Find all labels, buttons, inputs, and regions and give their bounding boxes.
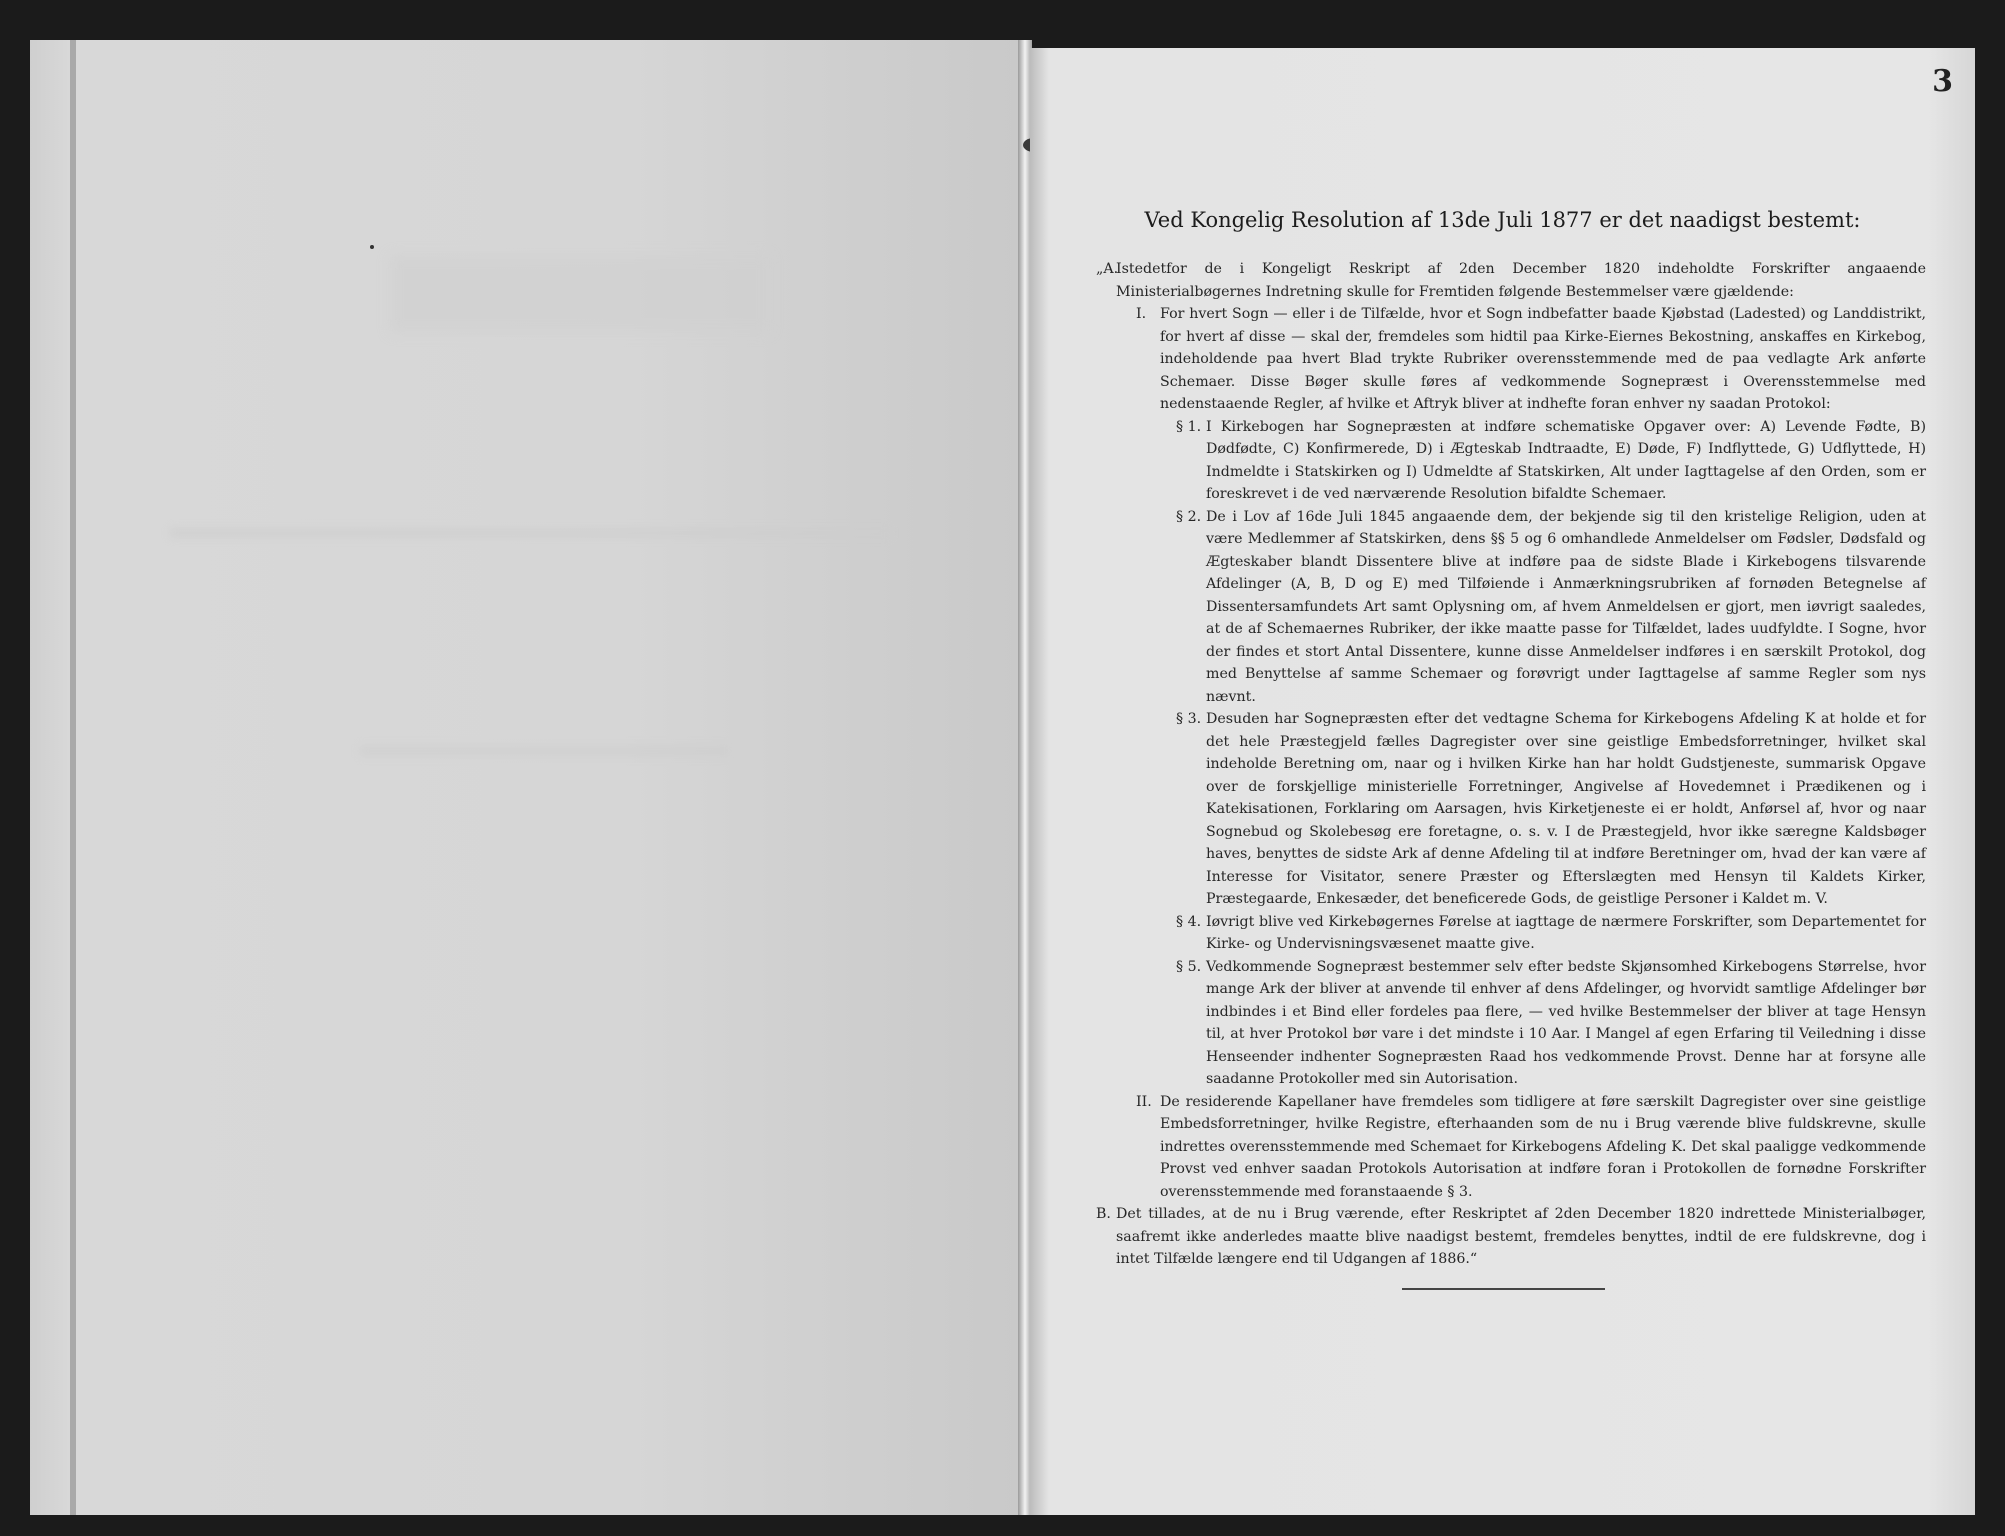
ink-speck bbox=[370, 245, 374, 249]
section-paragraph bbox=[1096, 258, 1926, 303]
section-text: De i Lov af 16de Juli 1845 angaaende dem, der bekjende sig til den kristelige Religion, uden at være Medlemmer af Statskirken, dens §§ 5 og 6 omhandlede Anmeldelser om Fødsler, Dødsfald og Ægteskaber blandt Dissentere blive at indføre paa de sidste Blade i Kirkebogens tilsvarende Afdelinger (A, B, D og E) med Tilføiende i Anmærkningsrubriken af fornøden Betegnelse af Dissentersamfundets Art samt Oplysning om, af hvem Anmeldelsen er gjort, men iøvrigt saaledes, at de af Schemaernes Rubriker, der ikke maatte passe for Tilfældet, lades uudfyldte. I Sogne, hvor der findes et stort Antal Dissentere, kunne disse Anmeldelser indføres i en særskilt Protokol, dog med Benyttelse af samme Schemaer og forøvrigt under Iagttagelse af samme Regler som nys nævnt. bbox=[1206, 508, 1926, 705]
section-label: B. bbox=[1096, 1206, 1111, 1222]
section-label: I. bbox=[1136, 306, 1147, 322]
left-page bbox=[30, 40, 1020, 1515]
section-paragraph bbox=[1108, 416, 1926, 506]
section-text: Iøvrigt blive ved Kirkebøgernes Førelse at iagttage de nærmere Forskrifter, som Departementet for Kirke- og Undervisningsvæsenet maatte give. bbox=[1206, 913, 1926, 952]
left-page-edge bbox=[70, 40, 76, 1515]
right-page bbox=[1030, 48, 1975, 1515]
section-label: § 2. bbox=[1176, 508, 1202, 525]
section-label: § 4. bbox=[1176, 913, 1202, 930]
resolution-text bbox=[1096, 258, 1926, 1271]
section-text: I Kirkebogen har Sognepræsten at indføre schematiske Opgaver over: A) Levende Fødte, B) Dødfødte, C) Konfirmerede, D) i Ægteskab Indtraadte, E) Døde, F) Indflyttede, G) Udflyttede, H) Indmeldte i Statskirken og I) Udmeldte af Statskirken, Alt under Iagttagelse af den Orden, som er foreskrevet i de ved nærværende Resolution bifaldte Schemaer. bbox=[1206, 418, 1926, 502]
bleed-through-title-mark bbox=[390, 255, 770, 333]
section-paragraph bbox=[1108, 506, 1926, 709]
section-paragraph bbox=[1108, 708, 1926, 911]
section-label: II. bbox=[1136, 1093, 1152, 1110]
section-label: § 1. bbox=[1176, 418, 1202, 435]
section-text: Desuden har Sognepræsten efter det vedtagne Schema for Kirkebogens Afdeling K at holde et for det hele Præstegjeld fælles Dagregister over sine geistlige Embedsforretninger, hvilket skal indeholde Beretning om, naar og i hvilken Kirke han har holdt Gudstjeneste, summarisk Opgave over de forskjellige ministerielle Forretninger, Angivelse af Hovedemnet i Prædikenen og i Katekisationen, Forklaring om Aarsagen, hvis Kirketjeneste ei er holdt, Anførsel af, hvor og naar Sognebud og Skolebesøg ere foretagne, o. s. v. I de Præstegjeld, hvor ikke særegne Kaldsbøger haves, benyttes de sidste Ark af denne Afdeling til at indføre Beretninger om, hvad der kan være af Interesse for Visitator, senere Præster og Efterslægten med Hensyn til Kaldets Kirker, Præstegaarde, Enkesæder, det beneficerede Gods, de geistlige Personer i Kaldet m. V. bbox=[1206, 711, 1926, 907]
section-paragraph bbox=[1108, 911, 1926, 956]
section-text: De residerende Kapellaner have fremdeles som tidligere at føre særskilt Dagregister over sine geistlige Embedsforretninger, hvilke Registre, efterhaanden som de nu i Brug værende blive fuldskrevne, skulle indrettes overensstemmende med Schemaet for Kirkebogens Afdeling K. Det skal paaligge vedkommende Provst ved enhver saadan Protokols Autorisation at indføre foran i Protokollen de fornødne Forskrifter overensstemmende med foranstaaende § 3. bbox=[1160, 1093, 1926, 1200]
section-label: § 3. bbox=[1176, 711, 1202, 727]
section-text: Istedetfor de i Kongeligt Reskript af 2den December 1820 indeholdte Forskrifter angaaende Ministerialbøgernes Indretning skulle for Fremtiden følgende Bestemmelser være gjældende: bbox=[1116, 261, 1926, 300]
section-label: § 5. bbox=[1176, 958, 1202, 975]
section-paragraph bbox=[1096, 1203, 1926, 1271]
section-text: Vedkommende Sognepræst bestemmer selv efter bedste Skjønsomhed Kirkebogens Størrelse, hvor mange Ark der bliver at anvende til enhver af dens Afdelinger, og hvorvidt samtlige Afdelinger bør indbindes i et Bind eller fordeles paa flere, — ved hvilke Bestemmelser der bliver at tage Hensyn til, at hver Protokol bør vare i det mindste i 10 Aar. I Mangel af egen Erfaring til Veiledning i disse Henseender indhenter Sognepræsten Raad hos vedkommende Provst. Denne har at forsyne alle saadanne Protokoller med sin Autorisation. bbox=[1206, 958, 1926, 1087]
section-label: „A. bbox=[1096, 261, 1119, 277]
section-text: For hvert Sogn — eller i de Tilfælde, hvor et Sogn indbefatter baade Kjøbstad (Ladested) og Landdistrikt, for hvert af disse — skal der, fremdeles som hidtil paa Kirke-Eiernes Bekostning, anskaffes en Kirkebog, indeholdende paa hvert Blad trykte Rubriker overensstemmende med de paa vedlagte Ark anførte Schemaer. Disse Bøger skulle føres af vedkommende Sognepræst i Overensstemmelse med nedenstaaende Regler, af hvilke et Aftryk bliver at indhefte foran enhver ny saadan Protokol: bbox=[1160, 306, 1926, 412]
bleed-through-line-mark bbox=[170, 528, 890, 538]
open-book bbox=[30, 40, 1975, 1515]
section-text: Det tillades, at de nu i Brug værende, efter Reskriptet af 2den December 1820 indrettede Ministerialbøger, saafremt ikke anderledes maatte blive naadigst bestemt, fremdeles benyttes, indtil de ere fuldskrevne, dog i intet Tilfælde længere end til Udgangen af 1886.“ bbox=[1116, 1206, 1926, 1267]
page-number: 3 bbox=[1932, 64, 1953, 99]
section-paragraph bbox=[1108, 303, 1926, 416]
section-paragraph bbox=[1108, 956, 1926, 1091]
closing-rule bbox=[1402, 1288, 1605, 1290]
bleed-through-line-mark bbox=[360, 745, 730, 757]
page-title: Ved Kongelig Resolution af 13de Juli 1877 er det naadigst bestemt: bbox=[1144, 208, 1861, 232]
section-paragraph bbox=[1108, 1091, 1926, 1204]
